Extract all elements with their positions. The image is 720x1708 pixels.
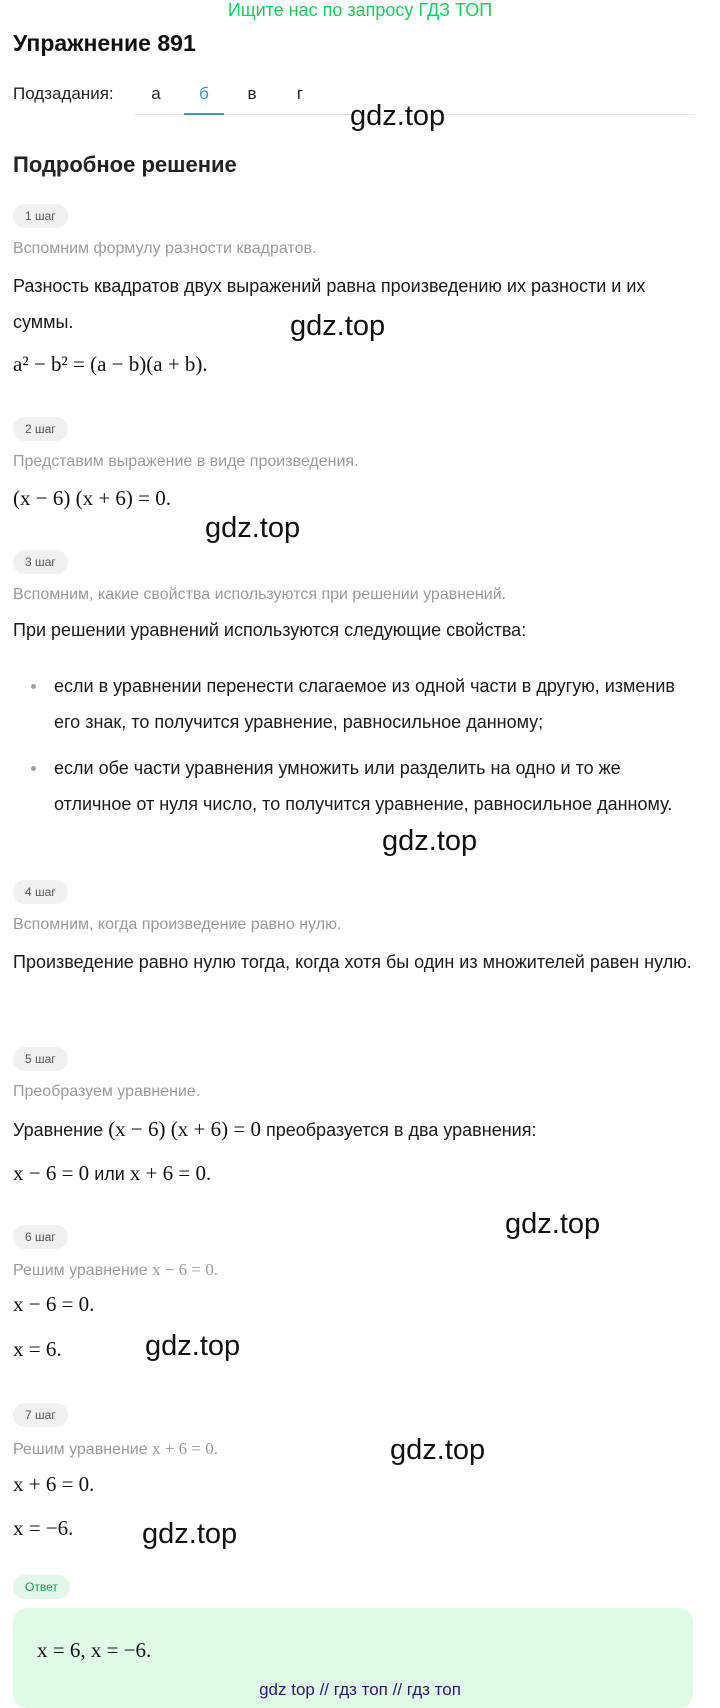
step-badge: 7 шаг [13,1403,68,1427]
hint-formula: x − 6 = 0. [152,1260,218,1279]
equation-b: x + 6 = 0. [129,1161,212,1185]
hint-text: Решим уравнение [13,1262,148,1279]
step-badge: 3 шаг [13,550,68,574]
step-badge: 6 шаг [13,1225,68,1249]
watermark: gdz.top [390,1434,486,1466]
step-text-pre: Уравнение [13,1120,104,1140]
step-hint: Вспомним, когда произведение равно нулю. [13,916,342,933]
bullet-item: если в уравнении перенести слагаемое из одной части в другую, изменив его знак, то получится уравнение, равносильное данному; [54,676,675,732]
section-title: Подробное решение [13,152,237,177]
step-text-post: преобразуется в два уравнения: [265,1120,537,1140]
step-hint: Вспомним формулу разности квадратов. [13,240,317,257]
subtasks-label: Подзадания: [13,84,114,103]
bullet-dot [31,684,36,689]
promo-banner[interactable]: Ищите нас по запросу ГДЗ ТОП [227,0,493,20]
step-hint: Вспомним, какие свойства используются при решении уравнений. [13,586,507,603]
step-text [13,1111,693,1148]
answer-badge: Ответ [13,1575,70,1599]
step-text: При решении уравнений используются следующие свойства: [13,620,527,640]
step-hint [13,1439,218,1459]
step-formula: x = −6. [13,1516,74,1540]
hint-formula: x + 6 = 0. [152,1439,218,1458]
step-text: Разность квадратов двух выражений равна произведению их разности и их суммы. [13,276,646,332]
step-formula: (x − 6) (x + 6) = 0. [13,486,172,510]
watermark: gdz.top [350,100,446,132]
tab-a[interactable]: а [151,84,161,103]
step-formula: a² − b² = (a − b)(a + b). [13,352,208,376]
step-badge: 2 шаг [13,417,68,441]
step-formula: x + 6 = 0. [13,1472,95,1496]
inline-formula: (x − 6) (x + 6) = 0 [108,1117,261,1141]
step-equations [13,1155,693,1192]
tab-b[interactable]: б [199,84,209,103]
bullet-dot [31,766,36,771]
active-tab-indicator [184,113,224,115]
step-formula: x − 6 = 0. [13,1292,95,1316]
answer-formula: x = 6, x = −6. [37,1638,152,1662]
or-word: или [94,1164,125,1184]
bullet-item: если обе части уравнения умножить или разделить на одно и то же отличное от нуля число, то получится уравнение, равносильное данному. [54,758,673,814]
tab-v[interactable]: в [247,84,257,103]
watermark: gdz.top [142,1518,238,1550]
page-title: Упражнение 891 [13,30,196,56]
step-text: Произведение равно нулю тогда, когда хотя бы один из множителей равен нулю. [13,952,692,972]
hint-text: Решим уравнение [13,1441,148,1458]
watermark: gdz.top [205,512,301,544]
step-hint: Представим выражение в виде произведения. [13,453,359,470]
watermark: gdz.top [145,1330,241,1362]
watermark: gdz.top [382,825,478,857]
step-hint: Преобразуем уравнение. [13,1083,201,1100]
watermark: gdz.top [505,1208,601,1240]
step-hint [13,1260,218,1280]
step-badge: 1 шаг [13,204,68,228]
step-formula: x = 6. [13,1337,62,1361]
footer-links[interactable]: gdz top // гдз топ // гдз топ [259,1680,461,1699]
tab-g[interactable]: г [296,84,304,103]
watermark: gdz.top [290,310,386,342]
step-badge: 4 шаг [13,880,68,904]
step-badge: 5 шаг [13,1047,68,1071]
equation-a: x − 6 = 0 [13,1161,90,1185]
